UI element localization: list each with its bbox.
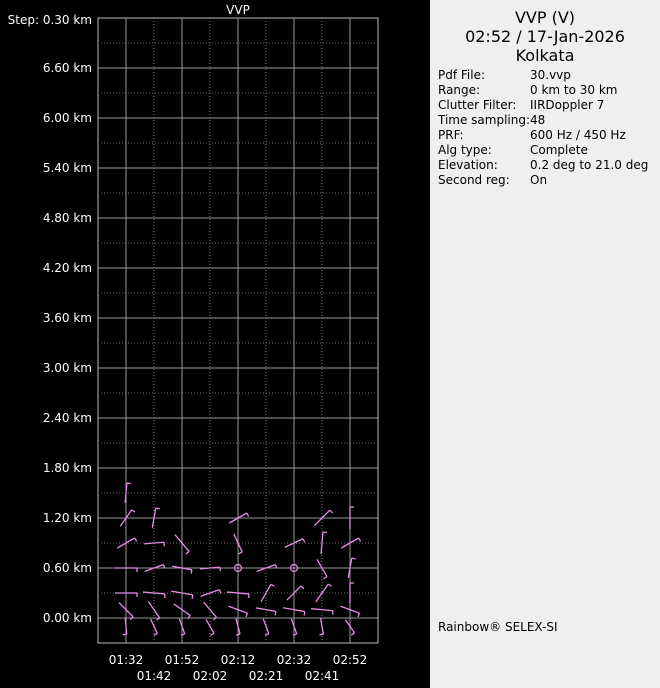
info-key: Range: <box>438 83 481 97</box>
footer-credit: Rainbow® SELEX-SI <box>438 620 558 634</box>
wind-barb-flag <box>265 634 269 635</box>
info-value: 0.2 deg to 21.0 deg <box>530 158 649 172</box>
wind-barb-flag <box>275 611 276 615</box>
wind-barb <box>256 608 276 611</box>
wind-barb-flag <box>247 513 249 516</box>
info-key: Alg type: <box>438 143 492 157</box>
x-tick-label: 01:52 <box>164 653 200 667</box>
wind-barb-flag <box>303 539 305 543</box>
product-title: VVP (V) <box>514 8 576 27</box>
wind-barb <box>200 567 220 569</box>
info-value: IIRDoppler 7 <box>530 98 605 112</box>
info-key: Second reg: <box>438 173 510 187</box>
y-tick-label: 3.00 km <box>42 361 92 375</box>
y-tick-label: 4.80 km <box>42 211 92 225</box>
wind-barb-flag <box>351 633 354 635</box>
wind-barb-flag <box>328 584 331 586</box>
wind-barb-flag <box>239 552 243 554</box>
y-tick-label: 4.20 km <box>42 261 92 275</box>
product-datetime: 02:52 / 17-Jan-2026 <box>465 27 625 46</box>
wind-barb-flag <box>271 584 274 586</box>
wind-barb-flag <box>192 595 193 599</box>
y-tick-label: 6.60 km <box>42 61 92 75</box>
wind-barb-flag <box>191 570 192 574</box>
x-tick-label: 02:21 <box>248 669 284 683</box>
wind-barb-flag <box>324 577 327 579</box>
y-tick-label: 2.40 km <box>42 411 92 425</box>
x-tick-label: 02:32 <box>276 653 312 667</box>
site-name: Kolkata <box>515 46 575 65</box>
y-tick-label: 0.60 km <box>42 561 92 575</box>
y-tick-label: 6.00 km <box>42 111 92 125</box>
info-key: Clutter Filter: <box>438 98 517 112</box>
wind-barb <box>321 618 324 634</box>
info-key: Time sampling: <box>438 113 531 127</box>
wind-barb <box>144 542 164 544</box>
info-value: Complete <box>530 143 588 157</box>
wind-barb-flag <box>358 613 359 617</box>
wind-barb-flag <box>301 586 304 589</box>
info-key: PRF: <box>438 128 464 142</box>
info-value: 600 Hz / 450 Hz <box>530 128 626 142</box>
y-tick-label: 0.00 km <box>42 611 92 625</box>
wind-barb-flag <box>246 613 247 617</box>
wind-barb-flag <box>132 510 135 512</box>
info-key: Elevation: <box>438 158 498 172</box>
info-panel <box>430 0 660 688</box>
wind-barb-flag <box>304 612 305 616</box>
y-tick-label: 3.60 km <box>42 311 92 325</box>
y-tick-label: 1.80 km <box>42 461 92 475</box>
wind-barb-flag <box>135 538 137 541</box>
wind-barb-flag <box>186 551 189 554</box>
wind-barb-flag <box>156 508 160 509</box>
wind-barb-flag <box>330 510 333 513</box>
chart-title: VVP <box>226 3 250 17</box>
y-tick-label: 1.20 km <box>42 511 92 525</box>
x-tick-label: 02:52 <box>332 653 368 667</box>
wind-barb <box>321 532 323 554</box>
x-tick-label: 01:32 <box>108 653 144 667</box>
info-value: On <box>530 173 548 187</box>
wind-barb <box>311 609 333 611</box>
x-tick-label: 01:42 <box>136 669 172 683</box>
wind-barb <box>125 483 127 503</box>
wind-barb-flag <box>352 558 356 559</box>
wind-barb-flag <box>236 634 240 635</box>
x-tick-label: 02:12 <box>220 653 256 667</box>
info-value: 48 <box>530 113 546 127</box>
wind-barb-flag <box>359 538 361 541</box>
wind-barb-flag <box>211 633 214 635</box>
info-key: Pdf File: <box>438 68 486 82</box>
wind-barb-flag <box>319 634 323 635</box>
wind-barb-flag <box>219 590 220 594</box>
y-tick-label: 5.40 km <box>42 161 92 175</box>
x-tick-label: 02:41 <box>304 669 340 683</box>
info-value: 0 km to 30 km <box>530 83 618 97</box>
step-label: Step: 0.30 km <box>7 13 92 27</box>
info-value: 30.vvp <box>530 68 571 82</box>
x-tick-label: 02:02 <box>192 669 228 683</box>
